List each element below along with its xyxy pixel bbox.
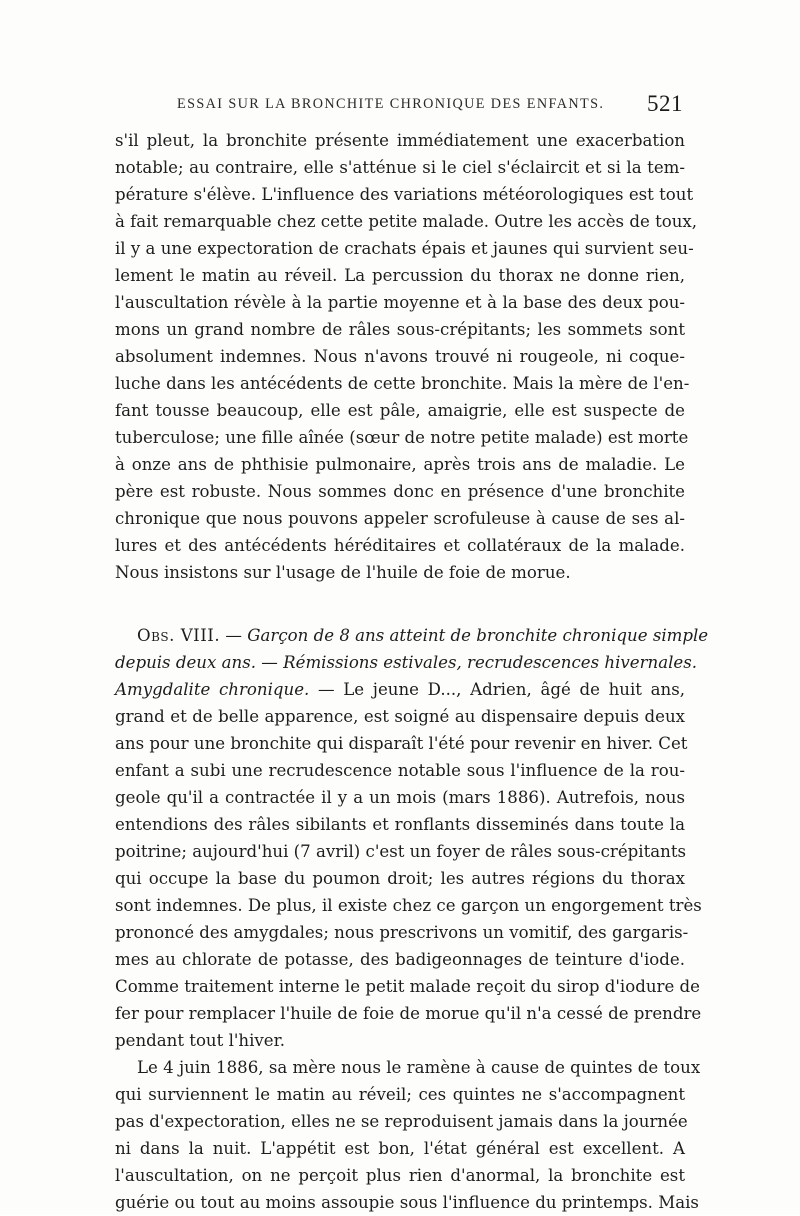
observation-title-line: depuis deux ans. — Rémissions estivales, recrudescences hivernales.	[115, 653, 698, 672]
section-gap	[115, 586, 685, 622]
observation-dash: —	[220, 626, 248, 645]
text-line: Nous insistons sur l'usage de l'huile de foie de morue.	[115, 563, 571, 582]
text-line: chronique que nous pouvons appeler scrofuleuse à cause de ses al-	[115, 509, 685, 528]
text-line: ni dans la nuit. L'appétit est bon, l'état général est excellent. A	[115, 1139, 685, 1158]
page-number: 521	[647, 91, 683, 116]
observation-text-start: — Le jeune D..., Adrien, âgé de huit ans,	[309, 680, 685, 699]
text-line: lement le matin au réveil. La percussion du thorax ne donne rien,	[115, 266, 685, 285]
text-line: grand et de belle apparence, est soigné au dispensaire depuis deux	[115, 707, 685, 726]
observation-title-end: Amygdalite chronique.	[115, 680, 310, 699]
observation-heading-line	[115, 622, 709, 649]
running-title: ESSAI SUR LA BRONCHITE CHRONIQUE DES ENFANTS.	[177, 96, 605, 112]
text-line: pas d'expectoration, elles ne se reproduisent jamais dans la journée	[115, 1112, 688, 1131]
text-line: sont indemnes. De plus, il existe chez ce garçon un engorgement très	[115, 896, 702, 915]
text-line: tuberculose; une fille aînée (sœur de notre petite malade) est morte	[115, 428, 689, 447]
text-line: prononcé des amygdales; nous prescrivons un vomitif, des gargaris-	[115, 923, 689, 942]
text-line: ans pour une bronchite qui disparaît l'été pour revenir en hiver. Cet	[115, 734, 688, 753]
text-line: guérie ou tout au moins assoupie sous l'influence du printemps. Mais	[115, 1193, 699, 1212]
text-line: père est robuste. Nous sommes donc en présence d'une bronchite	[115, 482, 685, 501]
text-line: luche dans les antécédents de cette bronchite. Mais la mère de l'en-	[115, 374, 690, 393]
paragraph-1	[115, 127, 698, 586]
text-line: poitrine; aujourd'hui (7 avril) c'est un foyer de râles sous-crépitants	[115, 842, 687, 861]
text-line: Comme traitement interne le petit malade reçoit du sirop d'iodure de	[115, 977, 701, 996]
page-header	[115, 91, 685, 126]
text-line: l'auscultation révèle à la partie moyenne et à la base des deux pou-	[115, 293, 685, 312]
text-line: à onze ans de phthisie pulmonaire, après trois ans de maladie. Le	[115, 455, 685, 474]
text-line: Le 4 juin 1886, sa mère nous le ramène à cause de quintes de toux	[137, 1058, 701, 1077]
text-line: geole qu'il a contractée il y a un mois (mars 1886). Autrefois, nous	[115, 788, 685, 807]
text-line: fer pour remplacer l'huile de foie de morue qu'il n'a cessé de prendre	[115, 1004, 702, 1023]
text-line: enfant a subi une recrudescence notable sous l'influence de la rou-	[115, 761, 685, 780]
text-line: s'il pleut, la bronchite présente immédiatement une exacerbation	[115, 131, 685, 150]
text-line: entendions des râles sibilants et ronflants disseminés dans toute la	[115, 815, 685, 834]
text-line: il y a une expectoration de crachats épais et jaunes qui survient seu-	[115, 239, 694, 258]
text-line: l'auscultation, on ne perçoit plus rien d'anormal, la bronchite est	[115, 1166, 685, 1185]
observation-viii	[115, 622, 709, 1054]
text-line: notable; au contraire, elle s'atténue si le ciel s'éclaircit et si la tem-	[115, 158, 685, 177]
text-line: absolument indemnes. Nous n'avons trouvé ni rougeole, ni coque-	[115, 347, 685, 366]
text-line: qui occupe la base du poumon droit; les autres régions du thorax	[115, 869, 685, 888]
observation-label: Obs. VIII.	[137, 626, 221, 645]
paragraph-3	[115, 1054, 701, 1216]
text-line: mes au chlorate de potasse, des badigeonnages de teinture d'iode.	[115, 950, 685, 969]
page-body	[115, 127, 709, 1216]
text-line: mons un grand nombre de râles sous-crépitants; les sommets sont	[115, 320, 685, 339]
text-line: pendant tout l'hiver.	[115, 1031, 286, 1050]
text-line: qui surviennent le matin au réveil; ces quintes ne s'accompagnent	[115, 1085, 685, 1104]
observation-title: Garçon de 8 ans atteint de bronchite chronique simple	[247, 626, 709, 645]
observation-title-line	[115, 676, 685, 703]
text-line: pérature s'élève. L'influence des variations météorologiques est tout	[115, 185, 694, 204]
text-line: lures et des antécédents héréditaires et collatéraux de la malade.	[115, 536, 685, 555]
text-line: fant tousse beaucoup, elle est pâle, amaigrie, elle est suspecte de	[115, 401, 685, 420]
text-line: à fait remarquable chez cette petite malade. Outre les accès de toux,	[115, 212, 698, 231]
